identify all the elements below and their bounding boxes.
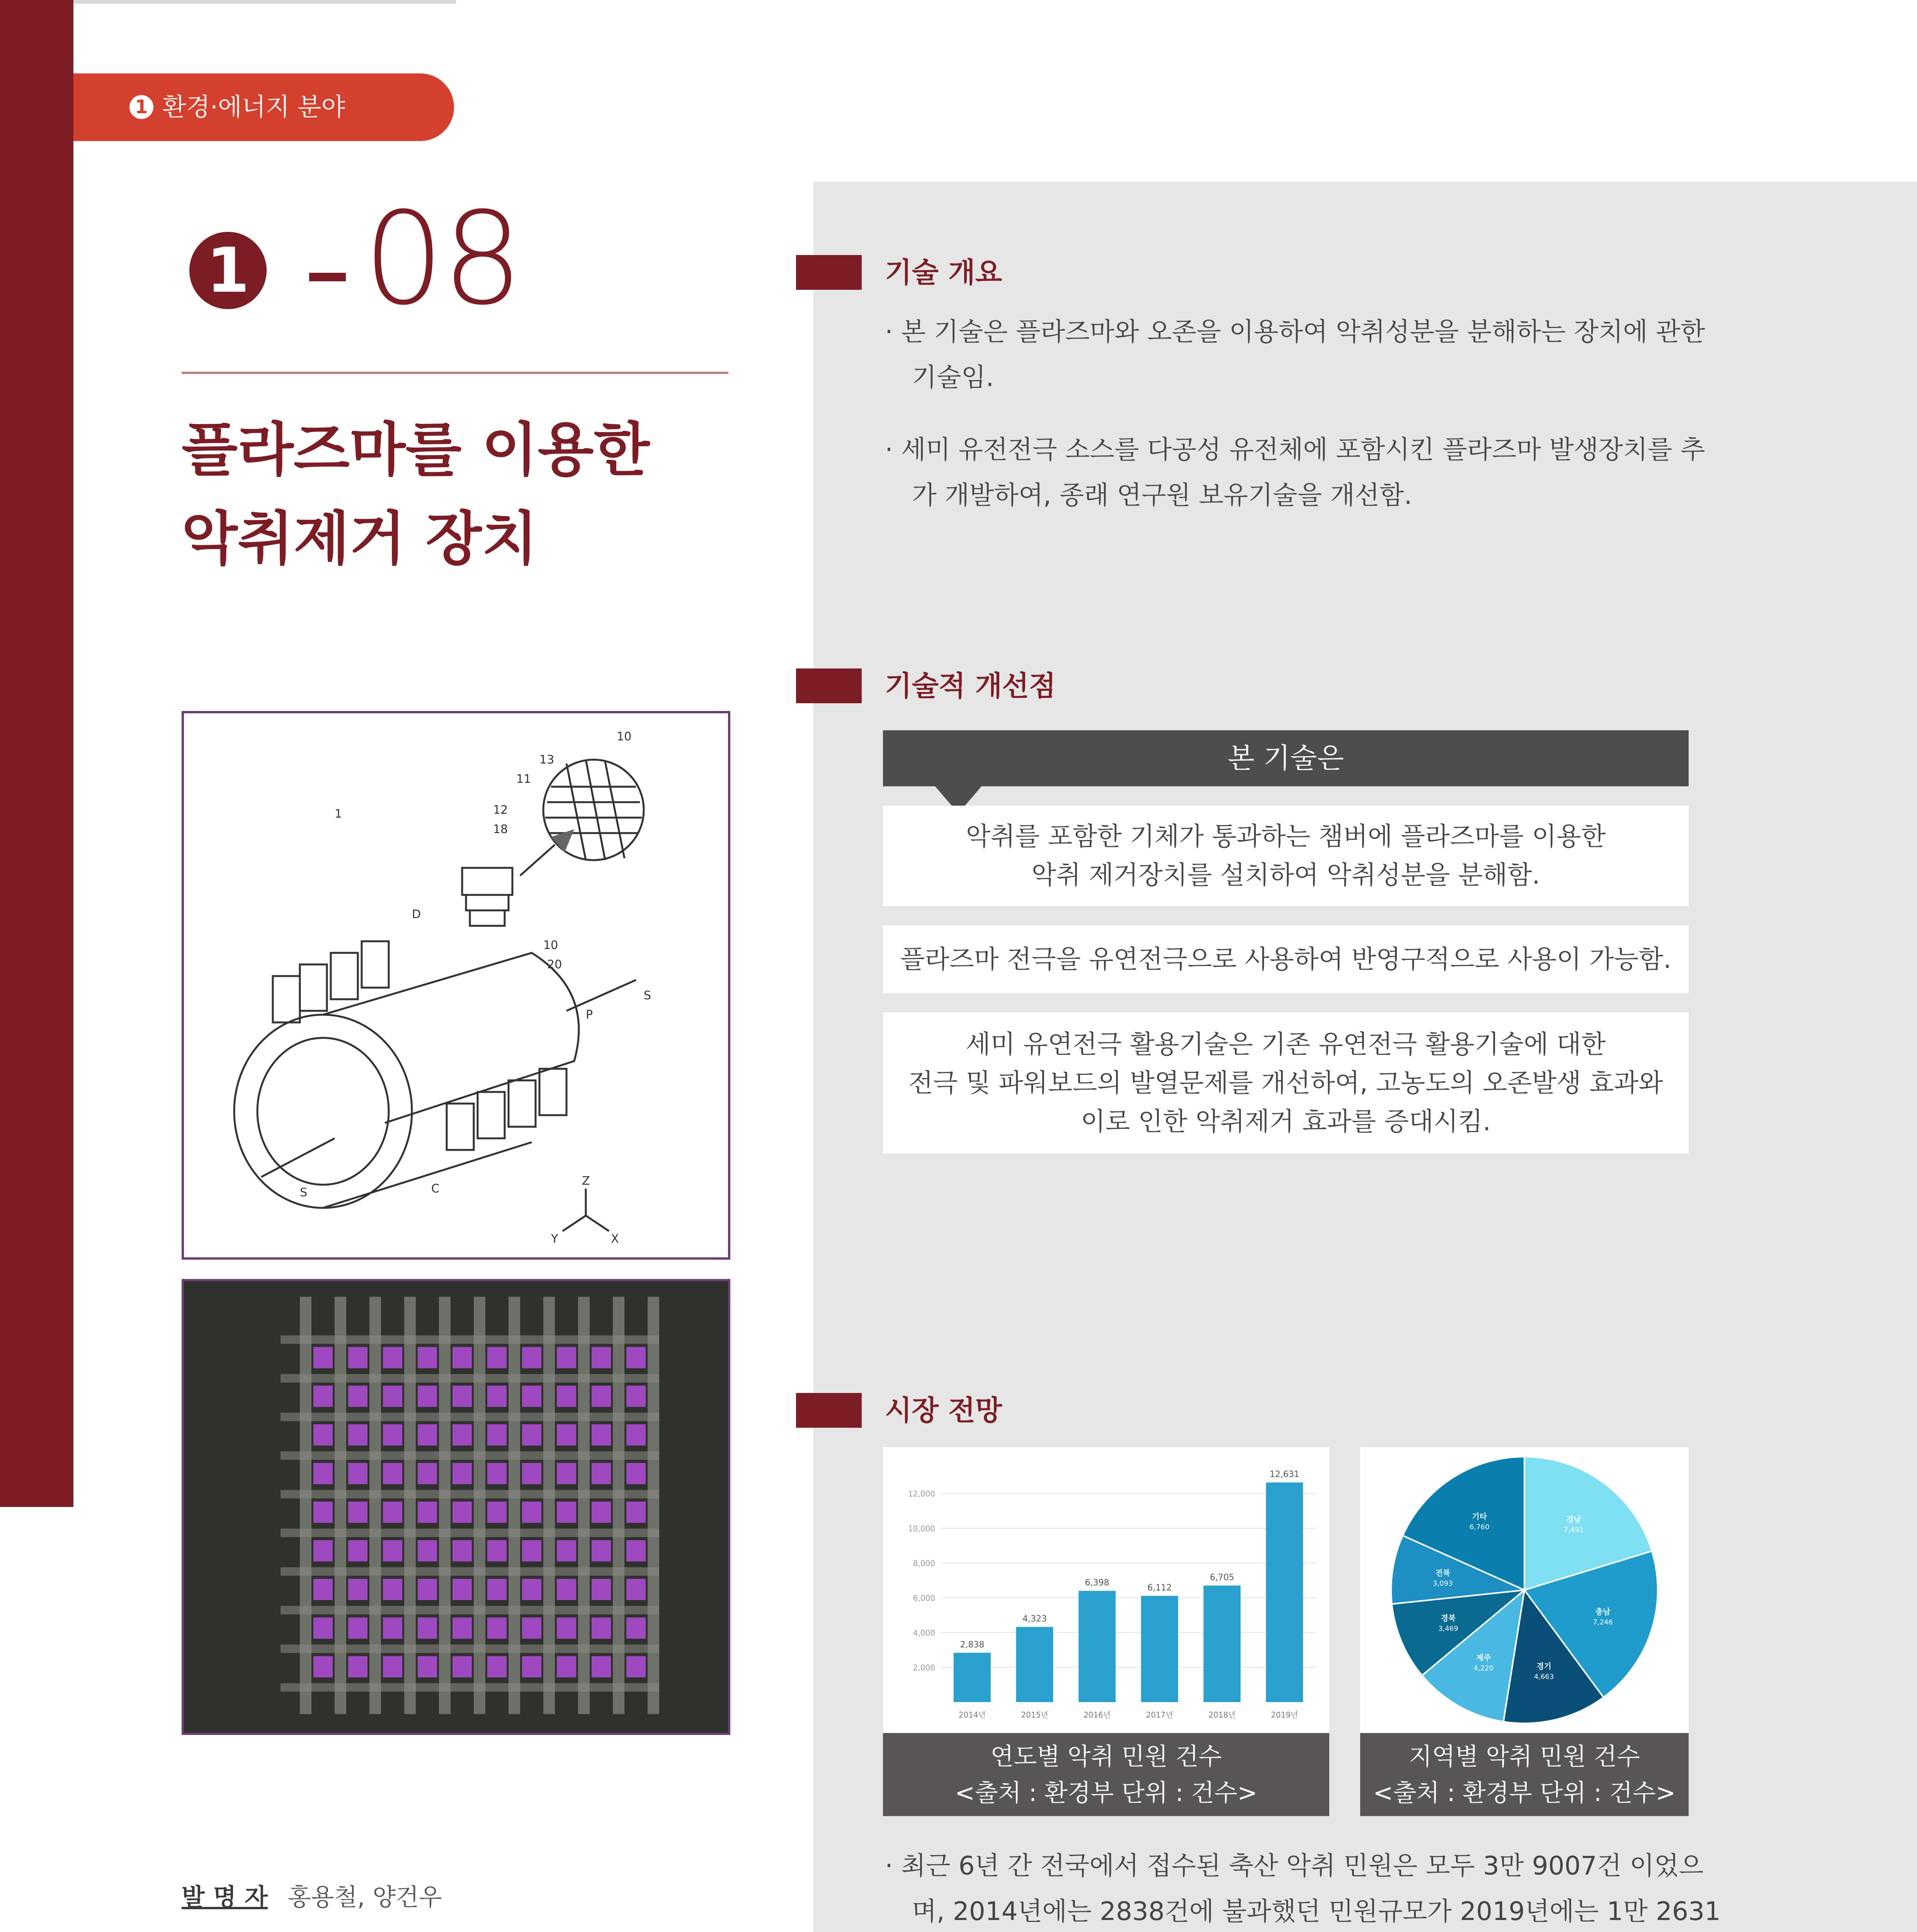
box-text: 전극 및 파워보드의 발열문제를 개선하여, 고농도의 오존발생 효과와 bbox=[908, 1068, 1663, 1098]
plasma-glow bbox=[592, 1656, 611, 1677]
plasma-glow bbox=[487, 1617, 507, 1639]
box-text: 악취를 포함한 기체가 통과하는 챔버에 플라즈마를 이용한 bbox=[966, 821, 1606, 851]
pie-slice-name: 제주 bbox=[1476, 1653, 1491, 1662]
improvement-box-1 bbox=[883, 806, 1689, 906]
overview-bullet: · 본 기술은 플라즈마와 오존을 이용하여 악취성분을 분해하는 장치에 관한 기술임. bbox=[885, 317, 1705, 392]
electrode-bar bbox=[281, 1451, 659, 1460]
plasma-glow bbox=[348, 1579, 367, 1600]
y-tick-label: 10,000 bbox=[908, 1524, 935, 1533]
category-label: 환경·에너지 분야 bbox=[162, 93, 345, 122]
diagram-label: S bbox=[644, 989, 651, 1002]
electrode-bar bbox=[281, 1529, 659, 1537]
diagram-label: 10 bbox=[617, 730, 632, 743]
plasma-glow bbox=[348, 1656, 367, 1677]
plasma-glow bbox=[487, 1347, 507, 1368]
plasma-glow bbox=[383, 1540, 402, 1561]
bar bbox=[1141, 1596, 1178, 1702]
diagram-label: S bbox=[300, 1186, 308, 1199]
plasma-glow bbox=[452, 1540, 472, 1561]
plasma-glow bbox=[383, 1386, 402, 1407]
plasma-glow bbox=[626, 1540, 646, 1561]
plasma-glow bbox=[592, 1579, 611, 1600]
diagram-label: 11 bbox=[516, 772, 531, 786]
plasma-glow bbox=[557, 1502, 576, 1523]
diagram-label: 10 bbox=[543, 939, 558, 952]
section-marker bbox=[796, 255, 862, 290]
plasma-glow bbox=[487, 1656, 507, 1677]
electrode-bar bbox=[281, 1567, 659, 1576]
plasma-glow bbox=[313, 1502, 333, 1523]
section-number: 1 bbox=[189, 232, 267, 309]
plasma-glow bbox=[522, 1540, 541, 1561]
bullet-text: 최근 6년 간 전국에서 접수된 축산 악취 민원은 모두 3만 9007건 이었으며, 2014년에는 2838건에 불과했던 민원규모가 2019년에는 1만 2631 bbox=[901, 1851, 1721, 1926]
plasma-glow bbox=[452, 1463, 472, 1484]
plasma-glow bbox=[348, 1424, 367, 1446]
title-divider bbox=[182, 372, 728, 374]
plasma-glow bbox=[418, 1656, 437, 1677]
plasma-glow bbox=[452, 1617, 472, 1639]
bar-value-label: 6,705 bbox=[1210, 1573, 1234, 1583]
plasma-glow bbox=[313, 1656, 333, 1677]
plasma-glow bbox=[522, 1579, 541, 1600]
plasma-glow bbox=[592, 1386, 611, 1407]
plasma-glow bbox=[452, 1579, 472, 1600]
plasma-glow bbox=[383, 1617, 402, 1639]
plasma-photo bbox=[182, 1279, 730, 1735]
improvement-title: 기술적 개선점 bbox=[885, 670, 1056, 702]
pie-slice-name: 경북 bbox=[1441, 1613, 1456, 1623]
plasma-glow bbox=[313, 1579, 333, 1600]
section-marker bbox=[796, 1393, 862, 1428]
plasma-glow bbox=[418, 1579, 437, 1600]
overview-bullet: · 세미 유전전극 소스를 다공성 유전체에 포함시킨 플라즈마 발생장치를 추가 개발하여, 종래 연구원 보유기술을 개선함. bbox=[885, 435, 1705, 510]
plasma-glow bbox=[592, 1502, 611, 1523]
y-tick-label: 12,000 bbox=[908, 1489, 935, 1498]
diagram-label: X bbox=[611, 1232, 619, 1246]
plasma-glow bbox=[522, 1386, 541, 1407]
pie-chart-caption bbox=[1360, 1733, 1689, 1816]
pie-chart bbox=[1360, 1447, 1689, 1733]
plasma-glow bbox=[452, 1656, 472, 1677]
bar-value-label: 4,323 bbox=[1022, 1614, 1047, 1624]
plasma-glow bbox=[592, 1424, 611, 1446]
plasma-glow bbox=[383, 1656, 402, 1677]
caption-source: <출처 : 환경부 단위 : 건수> bbox=[954, 1779, 1258, 1807]
bullet-text: 세미 유전전극 소스를 다공성 유전체에 포함시킨 플라즈마 발생장치를 추가 개발하여, 종래 연구원 보유기술을 개선함. bbox=[901, 435, 1705, 510]
bar bbox=[954, 1653, 991, 1702]
plasma-glow bbox=[418, 1617, 437, 1639]
pie-slice-value: 4,220 bbox=[1473, 1664, 1494, 1672]
plasma-glow bbox=[452, 1502, 472, 1523]
caption-title: 지역별 악취 민원 건수 bbox=[1408, 1742, 1640, 1770]
plasma-glow bbox=[313, 1463, 333, 1484]
plasma-glow bbox=[452, 1386, 472, 1407]
diagram-label: C bbox=[431, 1182, 439, 1196]
plasma-glow bbox=[626, 1424, 646, 1446]
caption-title: 연도별 악취 민원 건수 bbox=[990, 1742, 1222, 1770]
x-tick-label: 2017년 bbox=[1146, 1710, 1173, 1719]
plasma-glow bbox=[348, 1617, 367, 1639]
plasma-glow bbox=[487, 1579, 507, 1600]
top-rule bbox=[73, 0, 456, 4]
plasma-glow bbox=[383, 1424, 402, 1446]
plasma-glow bbox=[487, 1386, 507, 1407]
pie-slice-name: 기타 bbox=[1472, 1512, 1487, 1521]
number-dash bbox=[309, 273, 346, 281]
plasma-glow bbox=[348, 1502, 367, 1523]
plasma-glow bbox=[522, 1347, 541, 1368]
diagram-label: 20 bbox=[547, 958, 562, 971]
bar-chart-caption bbox=[883, 1733, 1329, 1816]
bullet-text: 본 기술은 플라즈마와 오존을 이용하여 악취성분을 분해하는 장치에 관한 기술임. bbox=[901, 317, 1705, 392]
bar bbox=[1078, 1591, 1116, 1702]
market-title: 시장 전망 bbox=[885, 1394, 1002, 1427]
pie-slice-value: 7,246 bbox=[1593, 1618, 1613, 1627]
patent-diagram bbox=[182, 711, 730, 1260]
y-tick-label: 6,000 bbox=[913, 1594, 935, 1603]
plasma-glow bbox=[418, 1386, 437, 1407]
plasma-glow bbox=[487, 1424, 507, 1446]
plasma-glow bbox=[592, 1463, 611, 1484]
bar bbox=[1266, 1483, 1303, 1702]
pie-slice-value: 4,663 bbox=[1534, 1672, 1554, 1681]
y-tick-label: 8,000 bbox=[913, 1559, 935, 1568]
plasma-glow bbox=[522, 1502, 541, 1523]
improvement-header: 본 기술은 bbox=[883, 730, 1689, 786]
improvement-box-2 bbox=[883, 925, 1689, 993]
x-tick-label: 2016년 bbox=[1084, 1710, 1111, 1719]
caption-source: <출처 : 환경부 단위 : 건수> bbox=[1373, 1779, 1676, 1807]
plasma-glow bbox=[626, 1656, 646, 1677]
x-tick-label: 2019년 bbox=[1271, 1710, 1298, 1719]
plasma-glow bbox=[557, 1463, 576, 1484]
diagram-label: P bbox=[586, 1008, 593, 1022]
bar bbox=[1204, 1585, 1241, 1702]
bar-chart-card bbox=[883, 1447, 1329, 1733]
bar-value-label: 2,838 bbox=[960, 1640, 985, 1650]
bar-value-label: 12,631 bbox=[1269, 1469, 1300, 1480]
plasma-glow bbox=[487, 1502, 507, 1523]
electrode-bar bbox=[281, 1490, 659, 1498]
pie-slice-name: 충남 bbox=[1595, 1607, 1611, 1617]
bar-value-label: 6,112 bbox=[1147, 1583, 1172, 1593]
inventor-value: 홍용철, 양건우 bbox=[288, 1883, 442, 1911]
plasma-glow bbox=[313, 1386, 333, 1407]
plasma-glow bbox=[557, 1579, 576, 1600]
item-code: 08 bbox=[363, 185, 521, 333]
plasma-glow bbox=[557, 1656, 576, 1677]
x-tick-label: 2018년 bbox=[1208, 1710, 1236, 1719]
diagram-label: 1 bbox=[335, 807, 342, 821]
pie-chart-card bbox=[1360, 1447, 1689, 1733]
y-tick-label: 2,000 bbox=[913, 1663, 935, 1672]
pie-slice-value: 3,093 bbox=[1432, 1579, 1453, 1588]
bar-value-label: 6,398 bbox=[1085, 1578, 1109, 1588]
plasma-glow bbox=[626, 1386, 646, 1407]
diagram-label: Z bbox=[582, 1174, 590, 1188]
plasma-glow bbox=[383, 1502, 402, 1523]
plasma-glow bbox=[626, 1347, 646, 1368]
electrode-bar bbox=[281, 1335, 659, 1344]
plasma-glow bbox=[522, 1424, 541, 1446]
plasma-glow bbox=[348, 1347, 367, 1368]
page-title-line1: 플라즈마를 이용한 bbox=[182, 417, 650, 484]
pie-slice-name: 경남 bbox=[1566, 1515, 1581, 1524]
box-text: 악취 제거장치를 설치하여 악취성분을 분해함. bbox=[1031, 860, 1540, 890]
electrode-bar bbox=[281, 1606, 659, 1614]
plasma-glow bbox=[592, 1347, 611, 1368]
page-title-line2: 악취제거 장치 bbox=[182, 505, 538, 573]
electrode-bar bbox=[281, 1374, 659, 1383]
plasma-glow bbox=[487, 1463, 507, 1484]
box-text: 세미 유연전극 활용기술은 기존 유연전극 활용기술에 대한 bbox=[966, 1029, 1606, 1059]
plasma-glow bbox=[557, 1617, 576, 1639]
plasma-grid-image bbox=[184, 1281, 728, 1733]
plasma-glow bbox=[348, 1463, 367, 1484]
x-tick-label: 2015년 bbox=[1021, 1710, 1048, 1719]
y-tick-label: 4,000 bbox=[913, 1628, 935, 1638]
diagram-label: 13 bbox=[539, 753, 555, 767]
plasma-glow bbox=[522, 1617, 541, 1639]
plasma-glow bbox=[626, 1502, 646, 1523]
plasma-glow bbox=[592, 1617, 611, 1639]
plasma-glow bbox=[313, 1347, 333, 1368]
box-text: 플라즈마 전극을 유연전극으로 사용하여 반영구적으로 사용이 가능함. bbox=[900, 944, 1672, 974]
section-marker bbox=[796, 668, 862, 703]
plasma-glow bbox=[626, 1579, 646, 1600]
electrode-bar bbox=[281, 1645, 659, 1653]
inventor-label: 발 명 자 bbox=[182, 1883, 268, 1911]
plasma-glow bbox=[626, 1617, 646, 1639]
plasma-glow bbox=[557, 1424, 576, 1446]
diagram-label: D bbox=[412, 908, 421, 921]
box-text: 이로 인한 악취제거 효과를 증대시킴. bbox=[1080, 1106, 1491, 1136]
diagram-label: 12 bbox=[493, 803, 508, 817]
plasma-glow bbox=[418, 1347, 437, 1368]
overview-title: 기술 개요 bbox=[885, 256, 1002, 289]
plasma-glow bbox=[348, 1386, 367, 1407]
market-bullet: · 최근 6년 간 전국에서 접수된 축산 악취 민원은 모두 3만 9007건 이었으며, 2014년에는 2838건에 불과했던 민원규모가 2019년에는 1만 2631 bbox=[885, 1843, 1727, 1932]
plasma-glow bbox=[452, 1424, 472, 1446]
diagram-label: Y bbox=[551, 1232, 558, 1246]
side-band bbox=[0, 0, 73, 1507]
plasma-glow bbox=[592, 1540, 611, 1561]
x-tick-label: 2014년 bbox=[958, 1710, 986, 1719]
plasma-glow bbox=[313, 1617, 333, 1639]
category-number: 1 bbox=[129, 95, 153, 119]
pie-slice-name: 전북 bbox=[1435, 1568, 1451, 1578]
plasma-glow bbox=[348, 1540, 367, 1561]
plasma-glow bbox=[313, 1424, 333, 1446]
plasma-glow bbox=[418, 1463, 437, 1484]
electrode-bar bbox=[281, 1683, 659, 1692]
pie-slice-value: 6,760 bbox=[1469, 1523, 1490, 1531]
improvement-box-3 bbox=[883, 1012, 1689, 1153]
patent-drawing bbox=[184, 713, 728, 1257]
pie-slice-value: 3,469 bbox=[1438, 1624, 1458, 1633]
plasma-glow bbox=[313, 1540, 333, 1561]
diagram-label: 18 bbox=[493, 823, 508, 836]
bar bbox=[1016, 1627, 1053, 1702]
plasma-glow bbox=[383, 1463, 402, 1484]
plasma-glow bbox=[487, 1540, 507, 1561]
plasma-glow bbox=[418, 1502, 437, 1523]
plasma-glow bbox=[557, 1540, 576, 1561]
bar-chart bbox=[883, 1447, 1329, 1733]
plasma-glow bbox=[452, 1347, 472, 1368]
plasma-glow bbox=[383, 1579, 402, 1600]
pie-slice-value: 7,491 bbox=[1563, 1526, 1584, 1534]
plasma-glow bbox=[522, 1656, 541, 1677]
plasma-glow bbox=[383, 1347, 402, 1368]
plasma-glow bbox=[626, 1463, 646, 1484]
plasma-glow bbox=[522, 1463, 541, 1484]
plasma-glow bbox=[418, 1540, 437, 1561]
plasma-glow bbox=[418, 1424, 437, 1446]
plasma-glow bbox=[557, 1386, 576, 1407]
plasma-glow bbox=[557, 1347, 576, 1368]
electrode-bar bbox=[281, 1413, 659, 1421]
pie-slice-name: 경기 bbox=[1536, 1661, 1551, 1671]
